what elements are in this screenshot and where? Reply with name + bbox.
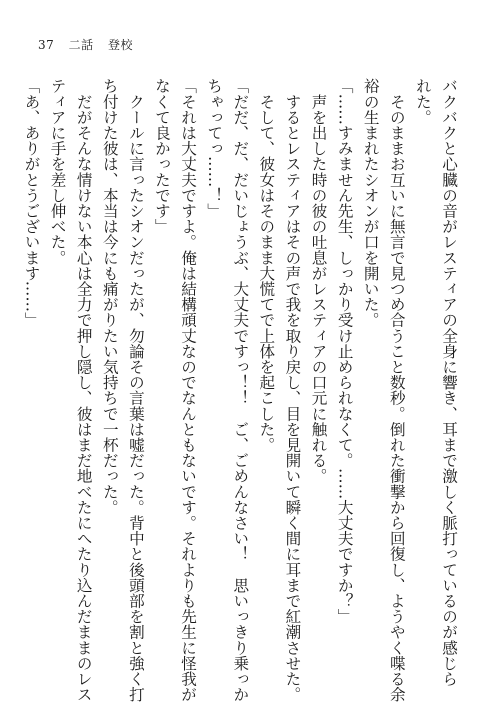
text-line: ちゃってっ……！」 xyxy=(205,78,224,219)
text-line: そのままお互いに無言で見つめ合うこと数秒。倒れた衝撃から回復し、ようやく喋る余 xyxy=(387,78,406,702)
chapter-label: 二話 xyxy=(68,38,94,52)
text-line: ティアに手を差し伸べた。 xyxy=(48,78,67,266)
text-line: なくて良かったです」 xyxy=(152,78,171,234)
text-line: 「それは大丈夫ですよ。俺は結構頑丈なのでなんともないです。それよりも先生に怪我が xyxy=(179,78,198,702)
text-line: 「……すみません先生、しっかり受け止められなくて。……大丈夫ですか？」 xyxy=(335,78,354,624)
page-number: 37 xyxy=(38,38,55,52)
vertical-body-text xyxy=(22,78,462,702)
text-line: 「だだ、だ、だいじょうぶ、大丈夫ですっ！！ ご、ごめんなさい！ 思いっきり乗っか xyxy=(231,78,250,702)
text-line: するとレスティアはその声で我を取り戻し、目を見開いて瞬く間に耳まで紅潮させた。 xyxy=(283,78,302,702)
text-line: クールに言ったシオンだったが、勿論その言葉は嘘だった。背中と後頭部を割と強く打 xyxy=(126,78,145,702)
text-line: そして、彼女はそのまま大慌てで上体を起こした。 xyxy=(257,78,276,453)
text-line: ち付けた彼は、本当は今にも痛がりたい気持ちで一杯だった。 xyxy=(100,78,119,515)
running-header xyxy=(38,36,143,53)
text-line: れた。 xyxy=(413,78,432,125)
text-line: バクバクと心臓の音がレスティアの全身に響き、耳まで激しく脈打っているのが感じら xyxy=(440,78,458,687)
text-line: 「あ、ありがとうございます……」 xyxy=(22,78,41,328)
chapter-title: 登校 xyxy=(107,38,133,52)
text-line: 声を出した時の彼の吐息がレスティアの口元に触れる。 xyxy=(309,78,328,484)
text-line: 裕の生まれたシオンが口を開いた。 xyxy=(361,78,380,328)
text-line: だがそんな情けない本心は全力で押し隠し、彼はまだ地べたにへたり込んだままのレス xyxy=(74,78,93,702)
